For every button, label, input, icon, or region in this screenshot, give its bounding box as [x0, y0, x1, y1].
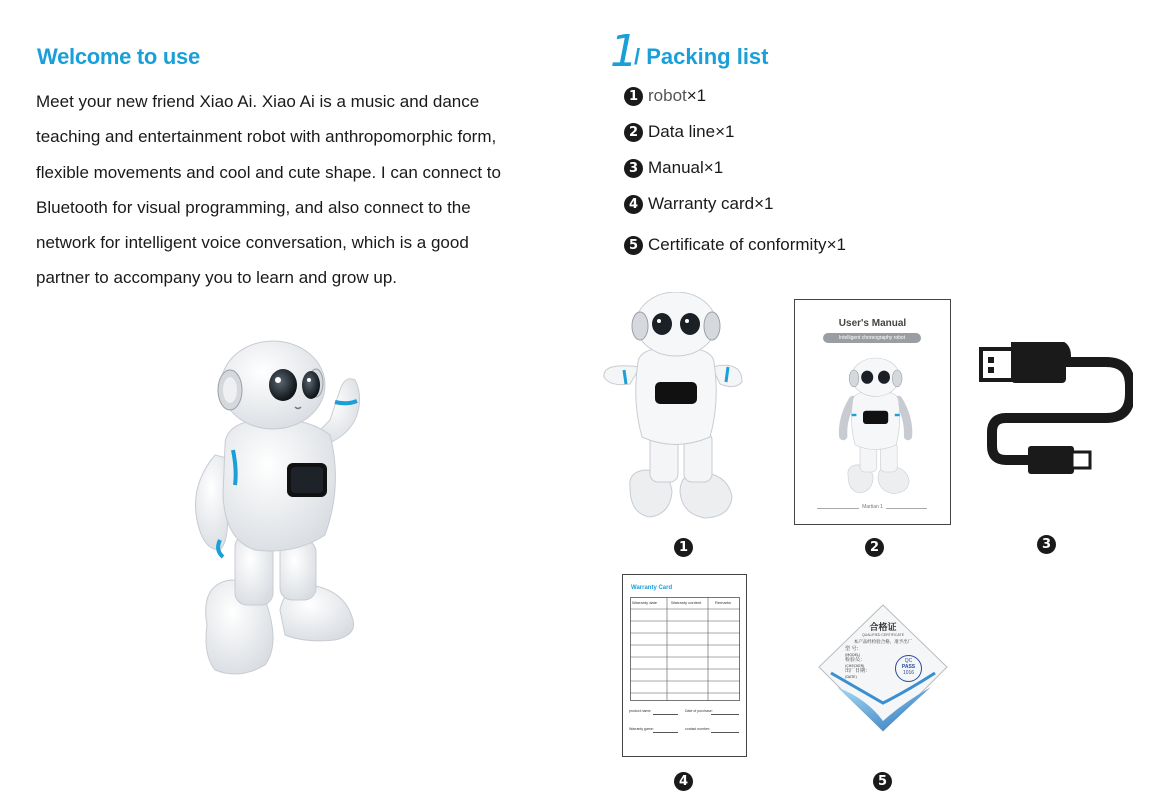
certificate-model-label: 型 号：: [845, 646, 862, 652]
item-qty: ×1: [715, 122, 735, 141]
certificate-title: 合格证: [869, 623, 897, 633]
robot-illustration: [185, 335, 375, 680]
section-number: 1: [610, 26, 638, 77]
item-name: Certificate of conformity: [648, 235, 827, 254]
item-name: Warranty card: [648, 194, 755, 213]
item-name: Data line: [648, 122, 716, 141]
certificate-date-label: 出厂日期：: [845, 668, 871, 674]
warranty-table: [630, 597, 740, 701]
usb-cable-icon: [978, 342, 1133, 476]
item-qty: ×1: [686, 86, 707, 105]
robot-product-image: [600, 292, 750, 522]
packing-item: [624, 194, 774, 214]
certificate-subtitle: QUALIFIED CERTIFICATE: [861, 633, 905, 637]
packing-item: [624, 86, 706, 106]
number-badge: 3: [624, 159, 643, 178]
item-qty: ×1: [754, 194, 774, 213]
stamp-num: 1016: [902, 670, 915, 676]
warranty-field: product name:: [629, 709, 652, 713]
warranty-title: Warranty Card: [631, 585, 673, 591]
certificate-fields: [845, 647, 870, 680]
warranty-field: Warranty game:: [629, 727, 654, 731]
caption-badge: 4: [674, 772, 693, 791]
item-qty: ×1: [703, 158, 724, 177]
stamp-qc: QC: [904, 658, 913, 664]
caption-badge: 2: [865, 538, 884, 557]
warranty-col-date: Warranty date: [632, 600, 657, 605]
number-badge: 1: [624, 87, 643, 106]
item-name: robot: [648, 86, 687, 105]
number-badge: 5: [624, 236, 643, 255]
certificate-model-en: (MODEL): [845, 652, 861, 657]
intro-paragraph: Meet your new friend Xiao Ai. Xiao Ai is a music and dance teaching and entertainment robot with anthropomorphic form, flexible movements and cool and cute shape. I can connect to Bluetooth for visual programming, and also connect to the network for intelligent voice conversation, which is a good partner to accompany you to learn and grow up.: [36, 92, 501, 288]
warranty-field: Date of purchase:: [685, 709, 713, 713]
manual-robot-image: [830, 352, 920, 502]
warranty-card-image: [622, 574, 747, 757]
item-name: Manual: [648, 158, 704, 177]
manual-subtitle: Intelligent choreography robot: [823, 333, 921, 343]
welcome-title: Welcome to use: [37, 44, 200, 69]
certificate-maker: 本产品经检验合格，准予出厂: [853, 640, 913, 645]
number-badge: 4: [624, 195, 643, 214]
stamp-pass: PASS: [901, 664, 916, 670]
certificate-image: [817, 603, 949, 733]
manual-footer-text: Martian 1: [859, 504, 886, 510]
manual-image: [794, 299, 951, 525]
warranty-field: contact number:: [685, 727, 711, 731]
warranty-col-remarks: Remarks: [715, 600, 732, 605]
warranty-col-content: Warranty content: [671, 600, 702, 605]
certificate-checker-en: (CHECKER): [845, 663, 865, 668]
certificate-date-en: (DATE): [845, 674, 857, 679]
caption-badge: 1: [674, 538, 693, 557]
caption-badge: 3: [1037, 535, 1056, 554]
packing-item: [624, 122, 735, 142]
qc-pass-stamp: [895, 655, 922, 682]
packing-list-title: / Packing list: [634, 44, 769, 69]
packing-item: [624, 235, 846, 255]
item-qty: ×1: [826, 235, 846, 254]
certificate-checker-label: 检验员：: [845, 657, 866, 663]
number-badge: 2: [624, 123, 643, 142]
manual-title: User's Manual: [838, 318, 907, 329]
packing-item: [624, 158, 723, 178]
caption-badge: 5: [873, 772, 892, 791]
manual-footer: [795, 504, 950, 510]
